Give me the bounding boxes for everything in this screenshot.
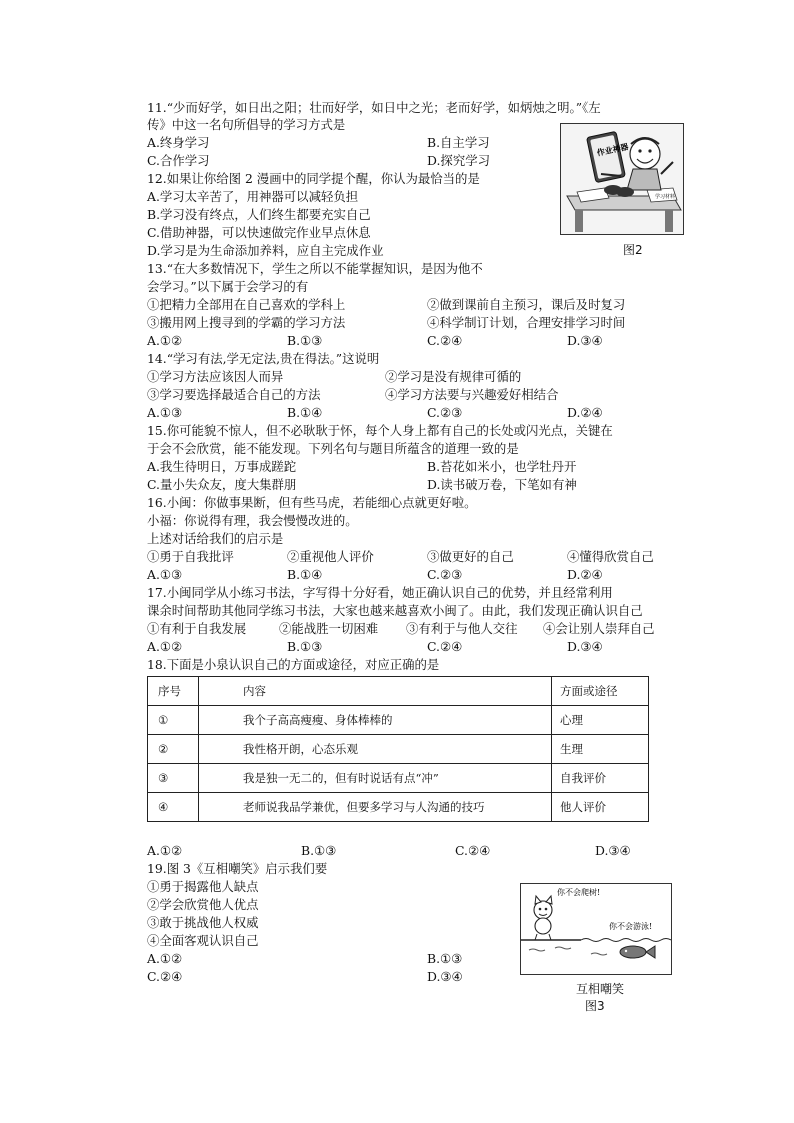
q11-option-a: A.终身学习 xyxy=(147,135,210,150)
q15-option-d: D.读书破万卷，下笔如有神 xyxy=(427,477,577,492)
figure-2-cartoon xyxy=(560,123,684,235)
q13-statement-2: ②做到课前自主预习，课后及时复习 xyxy=(427,297,626,312)
q11-option-d: D.探究学习 xyxy=(427,153,490,168)
table-header-cell: 序号 xyxy=(148,677,199,706)
table-cell: 老师说我品学兼优，但要多学习与人沟通的技巧 xyxy=(199,793,552,822)
q18-option-d: D.③④ xyxy=(595,843,631,858)
q14-option-d: D.②④ xyxy=(567,405,603,420)
q12-option-c: C.借助神器，可以快速做完作业早点休息 xyxy=(147,225,371,240)
q17-statement-3: ③有利于与他人交往 xyxy=(406,621,518,636)
table-cell: 心理 xyxy=(552,706,649,735)
student-with-homework-gadget-illustration xyxy=(561,124,683,234)
q17-statement-1: ①有利于自我发展 xyxy=(147,621,247,636)
q19-option-a: A.①② xyxy=(147,951,183,966)
q16-stem-line3: 上述对话给我们的启示是 xyxy=(147,531,284,546)
q19-option-d: D.③④ xyxy=(427,969,463,984)
table-cell: 他人评价 xyxy=(552,793,649,822)
q13-stem-line1: 13.“在大多数情况下，学生之所以不能掌握知识，是因为他不 xyxy=(147,261,483,276)
q13-stem-line2: 会学习。”以下属于会学习的有 xyxy=(147,279,309,294)
table-cell: ① xyxy=(148,706,199,735)
q17-option-d: D.③④ xyxy=(567,639,603,654)
q11-option-b: B.自主学习 xyxy=(427,135,490,150)
q15-option-a: A.我生待明日，万事成蹉跎 xyxy=(147,459,297,474)
figure-3-cartoon xyxy=(520,883,672,975)
q13-option-a: A.①② xyxy=(147,333,183,348)
table-cell: 我个子高高瘦瘦、身体棒棒的 xyxy=(199,706,552,735)
q16-stem-line1: 16.小闽：你做事果断，但有些马虎，若能细心点就更好啦。 xyxy=(147,495,477,510)
q13-option-c: C.②④ xyxy=(427,333,463,348)
q16-statement-3: ③做更好的自己 xyxy=(427,549,514,564)
q14-statement-3: ③学习要选择最适合自己的方法 xyxy=(147,387,321,402)
q19-option-c: C.②④ xyxy=(147,969,183,984)
q19-stem: 19.图 3《互相嘲笑》启示我们要 xyxy=(147,861,328,876)
q19-statement-4: ④全面客观认识自己 xyxy=(147,933,259,948)
table-row xyxy=(148,735,649,764)
cat-and-fish-illustration xyxy=(521,884,671,974)
table-cell: 生理 xyxy=(552,735,649,764)
q18-stem: 18.下面是小泉认识自己的方面或途径，对应正确的是 xyxy=(147,657,440,672)
q17-statement-2: ②能战胜一切困难 xyxy=(279,621,379,636)
q17-statement-4: ④会让别人崇拜自己 xyxy=(543,621,655,636)
q19-statement-2: ②学会欣赏他人优点 xyxy=(147,897,259,912)
fig2-sign-text: 作业神器 xyxy=(596,142,630,158)
table-row xyxy=(148,793,649,822)
q13-statement-3: ③搬用网上搜寻到的学霸的学习方法 xyxy=(147,315,346,330)
q14-statement-2: ②学习是没有规律可循的 xyxy=(385,369,522,384)
fig2-book-text: 学习材料 xyxy=(655,194,676,200)
q11-option-c: C.合作学习 xyxy=(147,153,210,168)
q15-stem-line1: 15.你可能貌不惊人，但不必耿耿于怀，每个人身上都有自己的长处或闪光点，关键在 xyxy=(147,423,613,438)
q16-statement-4: ④懂得欣赏自己 xyxy=(567,549,654,564)
q15-option-b: B.苔花如米小，也学牡丹开 xyxy=(427,459,577,474)
q12-option-d: D.学习是为生命添加养料，应自主完成作业 xyxy=(147,243,384,258)
q16-option-a: A.①③ xyxy=(147,567,183,582)
table-cell: ④ xyxy=(148,793,199,822)
table-header-cell: 方面或途径 xyxy=(552,677,649,706)
q14-statement-4: ④学习方法要与兴趣爱好相结合 xyxy=(385,387,559,402)
q11-stem-line2: 传》中这一名句所倡导的学习方式是 xyxy=(147,117,346,132)
q19-option-b: B.①③ xyxy=(427,951,463,966)
q18-option-c: C.②④ xyxy=(455,843,491,858)
table-row xyxy=(148,706,649,735)
table-cell: 我是独一无二的，但有时说话有点“冲” xyxy=(199,764,552,793)
q16-option-b: B.①④ xyxy=(287,567,323,582)
q15-stem-line2: 于会不会欣赏，能不能发现。下列名句与题目所蕴含的道理一致的是 xyxy=(147,441,519,456)
q12-option-b: B.学习没有终点，人们终生都要充实自己 xyxy=(147,207,371,222)
q12-stem: 12.如果让你给图 2 漫画中的同学提个醒，你认为最恰当的是 xyxy=(147,171,480,186)
q13-statement-4: ④科学制订计划，合理安排学习时间 xyxy=(427,315,626,330)
q14-option-c: C.②③ xyxy=(427,405,463,420)
q16-option-d: D.②④ xyxy=(567,567,603,582)
q14-option-a: A.①③ xyxy=(147,405,183,420)
q19-statement-1: ①勇于揭露他人缺点 xyxy=(147,879,259,894)
figure-3-caption: 图3 xyxy=(585,999,605,1013)
q16-statement-2: ②重视他人评价 xyxy=(287,549,374,564)
q15-option-c: C.量小失众友，度大集群朋 xyxy=(147,477,297,492)
q11-stem-line1: 11.“少而好学，如日出之阳；壮而好学，如日中之光；老而好学，如炳烛之明。”《左 xyxy=(147,100,601,115)
q17-option-c: C.②④ xyxy=(427,639,463,654)
q16-stem-line2: 小福：你说得有理，我会慢慢改进的。 xyxy=(147,513,358,528)
table-row xyxy=(148,764,649,793)
q14-stem: 14.“学习有法,学无定法,贵在得法。”这说明 xyxy=(147,351,380,366)
q18-option-a: A.①② xyxy=(147,843,183,858)
q19-statement-3: ③敢于挑战他人权威 xyxy=(147,915,259,930)
q17-stem-line1: 17.小闽同学从小练习书法，字写得十分好看，她正确认识自己的优势，并且经常利用 xyxy=(147,585,613,600)
figure-3-title: 互相嘲笑 xyxy=(576,982,625,996)
q13-statement-1: ①把精力全部用在自己喜欢的学科上 xyxy=(147,297,346,312)
q14-statement-1: ①学习方法应该因人而异 xyxy=(147,369,284,384)
table-cell: 自我评价 xyxy=(552,764,649,793)
q14-option-b: B.①④ xyxy=(287,405,323,420)
q17-option-b: B.①③ xyxy=(287,639,323,654)
table-cell: ③ xyxy=(148,764,199,793)
q16-statement-1: ①勇于自我批评 xyxy=(147,549,234,564)
figure-2-caption: 图2 xyxy=(623,243,643,257)
q13-option-d: D.③④ xyxy=(567,333,603,348)
q13-option-b: B.①③ xyxy=(287,333,323,348)
q18-table xyxy=(147,676,649,822)
q16-option-c: C.②③ xyxy=(427,567,463,582)
q17-stem-line2: 课余时间帮助其他同学练习书法，大家也越来越喜欢小闽了。由此，我们发现正确认识自己 xyxy=(147,603,643,618)
q18-option-b: B.①③ xyxy=(301,843,337,858)
fig3-bubble-cat: 你不会爬树! xyxy=(557,888,601,897)
fig3-bubble-fish: 你不会游泳! xyxy=(609,922,653,931)
table-header-row xyxy=(148,677,649,706)
table-header-cell: 内容 xyxy=(199,677,552,706)
q17-option-a: A.①② xyxy=(147,639,183,654)
table-cell: ② xyxy=(148,735,199,764)
table-cell: 我性格开朗，心态乐观 xyxy=(199,735,552,764)
q12-option-a: A.学习太辛苦了，用神器可以减轻负担 xyxy=(147,189,359,204)
